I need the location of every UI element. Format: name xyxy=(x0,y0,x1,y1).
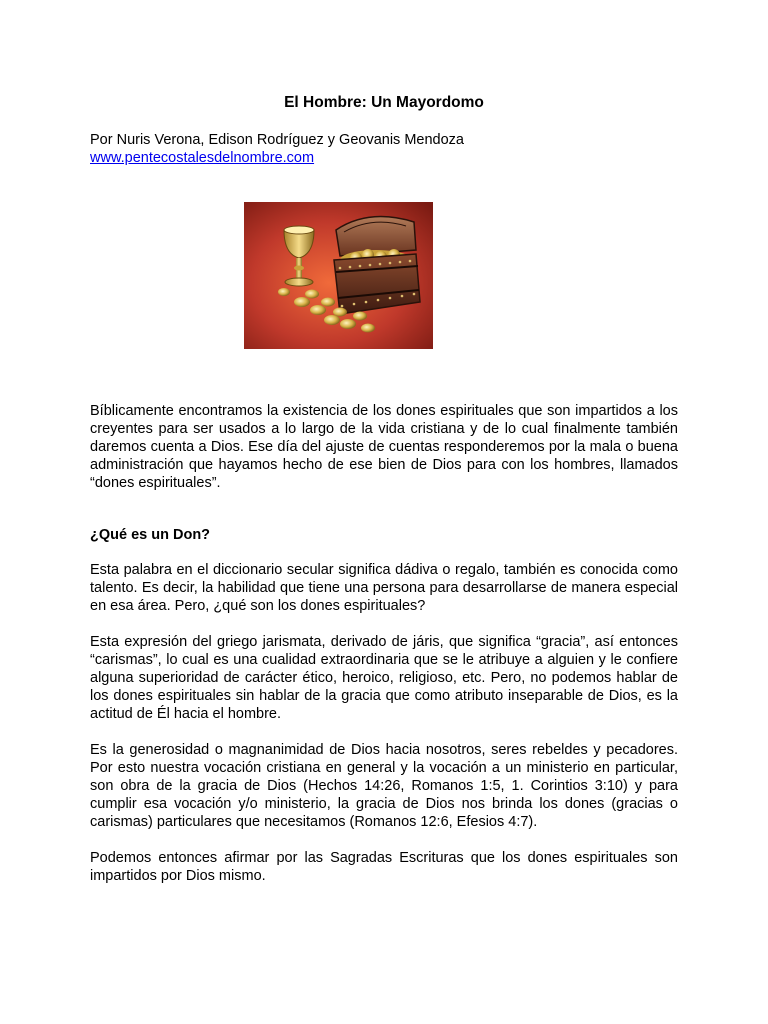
intro-paragraph: Bíblicamente encontramos la existencia de los dones espirituales que son impartidos a los creyentes para ser usados a lo largo de la vida cristiana y de lo cual finalmente también daremos cuenta a Dios. Ese día del ajuste de cuentas responderemos por la mala o buena administración que hayamos hecho de ese bien de Dios para con los hombres, llamados “dones espirituales”. xyxy=(90,403,678,491)
document-title: El Hombre: Un Mayordomo xyxy=(284,94,484,111)
charisma-paragraph: Esta expresión del griego jarismata, derivado de járis, que significa “gracia”, así entonces “carismas”, lo cual es una cualidad extraordinaria que se le atribuye a alguien y le confiere alguna superioridad de carácter ético, heroico, religioso, etc. Pero, no podemos hablar de los dones espirituales sin hablar de la gracia que como atributo inseparable de Dios, es la actitud de Él hacia el hombre. xyxy=(90,634,678,722)
website-link[interactable]: www.pentecostalesdelnombre.com xyxy=(90,150,315,166)
definition-paragraph: Esta palabra en el diccionario secular significa dádiva o regalo, también es conocida como talento. Es decir, la habilidad que tiene una persona para desarrollarse de manera especial en esa área. Pero, ¿qué son los dones espirituales? xyxy=(90,562,678,614)
section-heading: ¿Qué es un Don? xyxy=(90,527,211,543)
treasure-chest-illustration xyxy=(244,202,433,349)
conclusion-paragraph: Podemos entonces afirmar por las Sagradas Escrituras que los dones espirituales son impartidos por Dios mismo. xyxy=(90,850,678,884)
author-byline: Por Nuris Verona, Edison Rodríguez y Geovanis Mendoza xyxy=(90,132,464,148)
grace-paragraph: Es la generosidad o magnanimidad de Dios hacia nosotros, seres rebeldes y pecadores. Por esto nuestra vocación cristiana en general y la vocación a un ministerio en particular, son obra de la gracia de Dios (Hechos 14:26, Romanos 1:5, 1. Corintios 3:10) y para cumplir esa vocación y/o ministerio, la gracia de Dios nos brinda los dones (gracias o carismas) particulares que necesitamos (Romanos 12:6, Efesios 4:7). xyxy=(90,742,678,830)
